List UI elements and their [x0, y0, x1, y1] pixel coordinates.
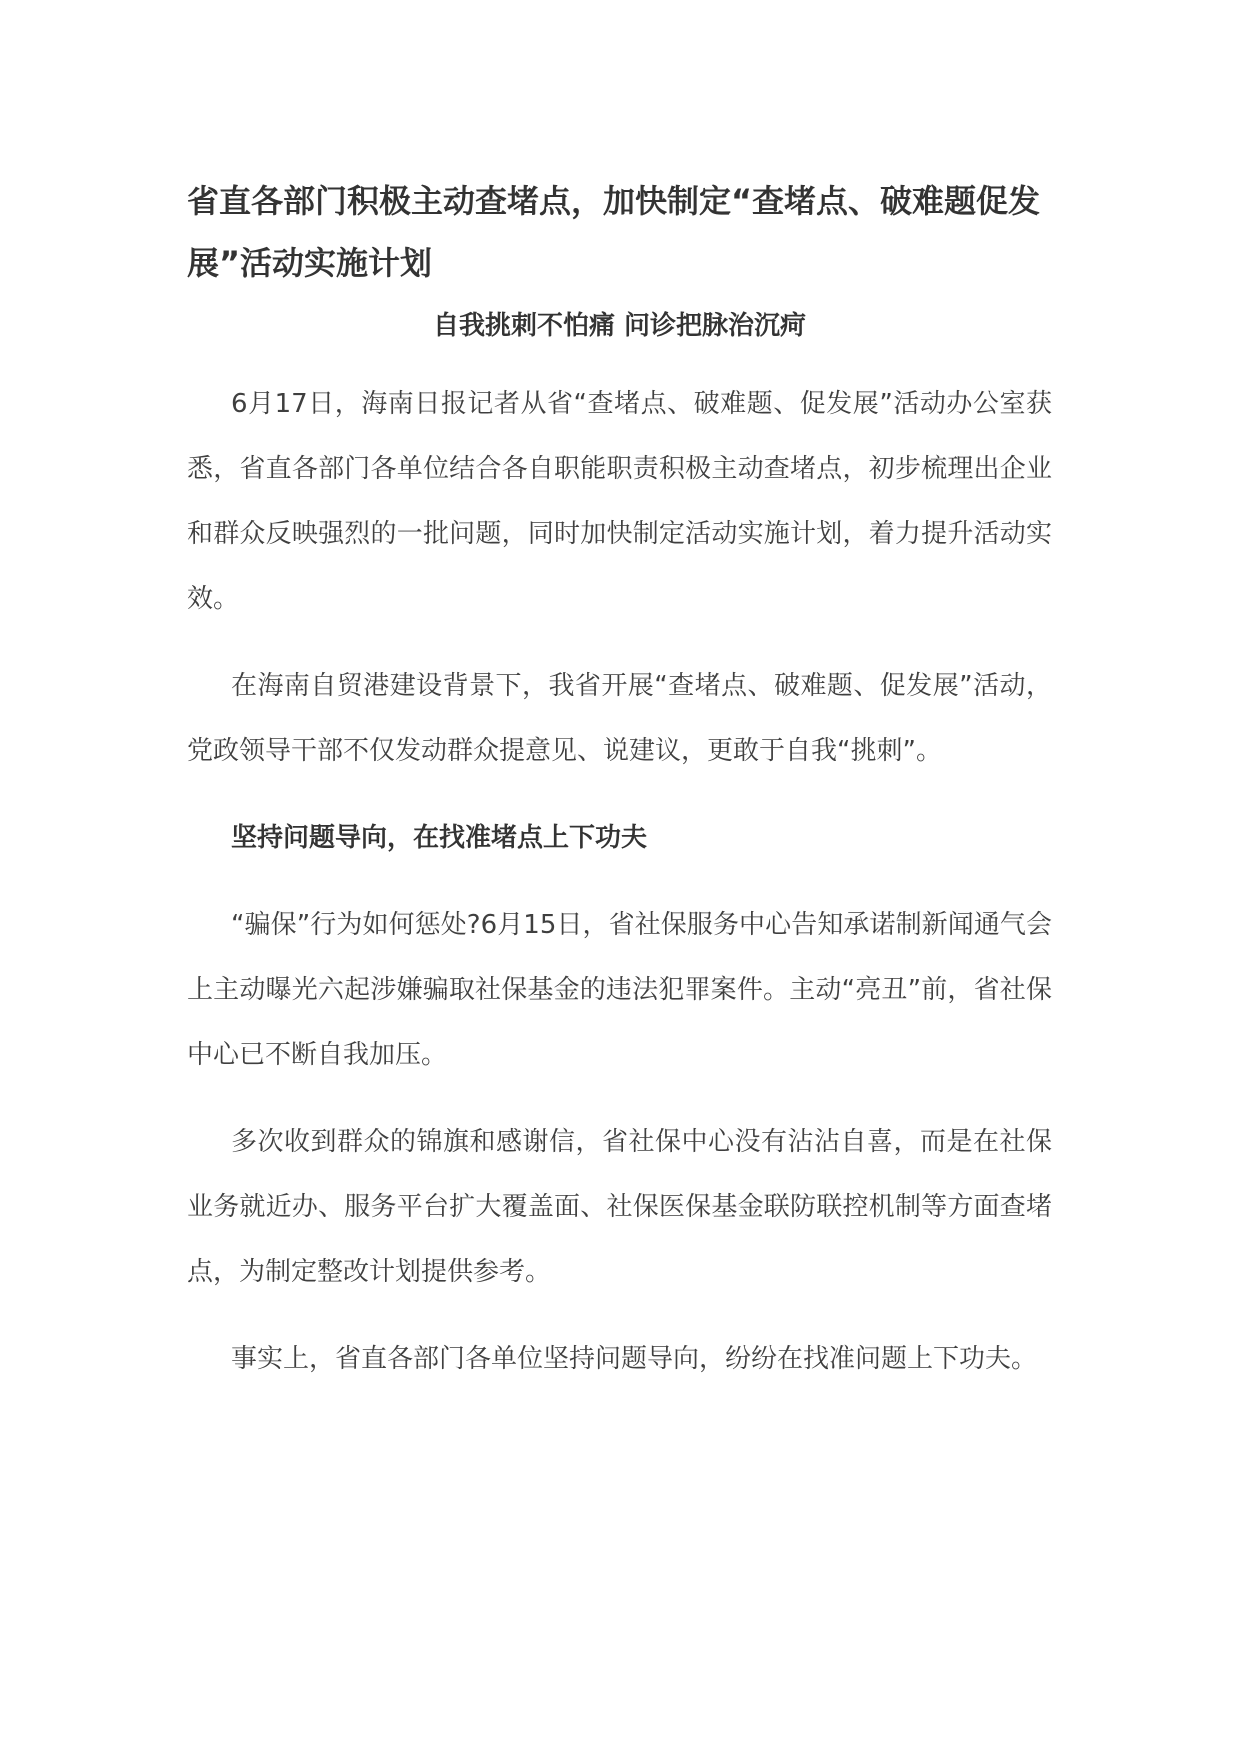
paragraph: 在海南自贸港建设背景下，我省开展“查堵点、破难题、促发展”活动，党政领导干部不仅发动群众提意见、说建议，更敢于自我“挑刺”。: [187, 671, 1052, 766]
paragraph: 事实上，省直各部门各单位坚持问题导向，纷纷在找准问题上下功夫。: [231, 1344, 1038, 1374]
article-subtitle: 自我挑刺不怕痛 问诊把脉治沉疴: [432, 311, 807, 341]
paragraph: 多次收到群众的锦旗和感谢信，省社保中心没有沾沾自喜，而是在社保业务就近办、服务平台扩大覆盖面、社保医保基金联防联控机制等方面查堵点，为制定整改计划提供参考。: [187, 1127, 1052, 1287]
paragraph: “骗保”行为如何惩处?6月15日，省社保服务中心告知承诺制新闻通气会上主动曝光六起涉嫌骗取社保基金的违法犯罪案件。主动“亮丑”前，省社保中心已不断自我加压。: [187, 910, 1052, 1070]
section-heading: 坚持问题导向，在找准堵点上下功夫: [231, 823, 648, 853]
article-body: [187, 170, 1052, 1392]
article-title: 省直各部门积极主动查堵点，加快制定“查堵点、破难题促发展”活动实施计划: [187, 182, 1041, 282]
paragraph: 6月17日，海南日报记者从省“查堵点、破难题、促发展”活动办公室获悉，省直各部门各单位结合各自职能职责积极主动查堵点，初步梳理出企业和群众反映强烈的一批问题，同时加快制定活动实施计划，着力提升活动实效。: [187, 389, 1052, 614]
